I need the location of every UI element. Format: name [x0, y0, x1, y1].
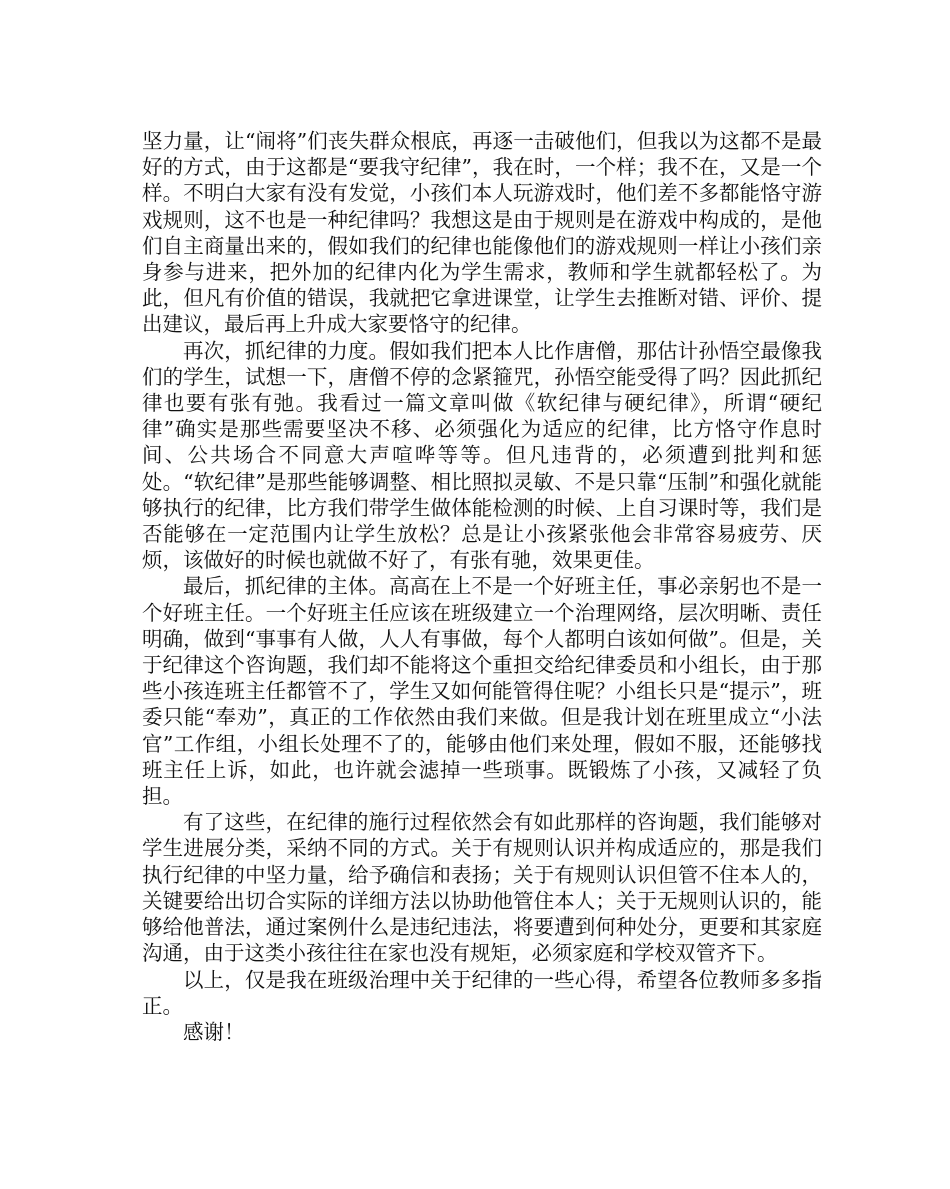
paragraph-student-classification: 有了这些，在纪律的施行过程依然会有如此那样的咨询题，我们能够对学生进展分类，采纳不同的方式。关于有规则认识并构成适应的，那是我们执行纪律的中坚力量，给予确信和表扬；关于有规则认识但管不住本人的，关键要给出切合实际的详细方法以协助他管住本人；关于无规则认识的，能够给他普法，通过案例什么是违纪违法，将要遭到何种处分，更要和其家庭沟通，由于这类小孩往往在家也没有规矩，必须家庭和学校双管齐下。: [142, 810, 822, 966]
document-body: [142, 128, 822, 1045]
paragraph-discipline-subject: 最后，抓纪律的主体。高高在上不是一个好班主任，事必亲躬也不是一个好班主任。一个好班主任应该在班级建立一个治理网络，层次明晰、责任明确，做到“事事有人做，人人有事做，每个人都明白该如何做”。但是，关于纪律这个咨询题，我们却不能将这个重担交给纪律委员和小组长，由于那些小孩连班主任都管不了，学生又如何能管得住呢？小组长只是“提示”，班委只能“奉劝”，真正的工作依然由我们来做。但是我计划在班里成立“小法官”工作组，小组长处理不了的，能够由他们来处理，假如不服，还能够找班主任上诉，如此，也许就会滤掉一些琐事。既锻炼了小孩，又减轻了负担。: [142, 574, 822, 809]
paragraph-discipline-intensity: 再次，抓纪律的力度。假如我们把本人比作唐僧，那估计孙悟空最像我们的学生，试想一下，唐僧不停的念紧箍咒，孙悟空能受得了吗？因此抓纪律也要有张有弛。我看过一篇文章叫做《软纪律与硬纪律》，所谓“硬纪律”确实是那些需要坚决不移、必须强化为适应的纪律，比方恪守作息时间、公共场合不同意大声喧哗等等。但凡违背的，必须遭到批判和惩处。“软纪律”是那些能够调整、相比照拟灵敏、不是只靠“压制”和强化就能够执行的纪律，比方我们带学生做体能检测的时候、上自习课时等，我们是否能够在一定范围内让学生放松？总是让小孩紧张他会非常容易疲劳、厌烦，该做好的时候也就做不好了，有张有驰，效果更佳。: [142, 338, 822, 573]
paragraph-continuation: 坚力量，让“闹将”们丧失群众根底，再逐一击破他们，但我以为这都不是最好的方式，由于这都是“要我守纪律”，我在时，一个样；我不在，又是一个样。不明白大家有没有发觉，小孩们本人玩游戏时，他们差不多都能恪守游戏规则，这不也是一种纪律吗？我想这是由于规则是在游戏中构成的，是他们自主商量出来的，假如我们的纪律也能像他们的游戏规则一样让小孩们亲身参与进来，把外加的纪律内化为学生需求，教师和学生就都轻松了。为此，但凡有价值的错误，我就把它拿进课堂，让学生去推断对错、评价、提出建议，最后再上升成大家要恪守的纪律。: [142, 129, 822, 337]
paragraph-conclusion: 以上，仅是我在班级治理中关于纪律的一些心得，希望各位教师多多指正。: [142, 967, 822, 1018]
paragraph-thanks: 感谢！: [183, 1019, 245, 1044]
